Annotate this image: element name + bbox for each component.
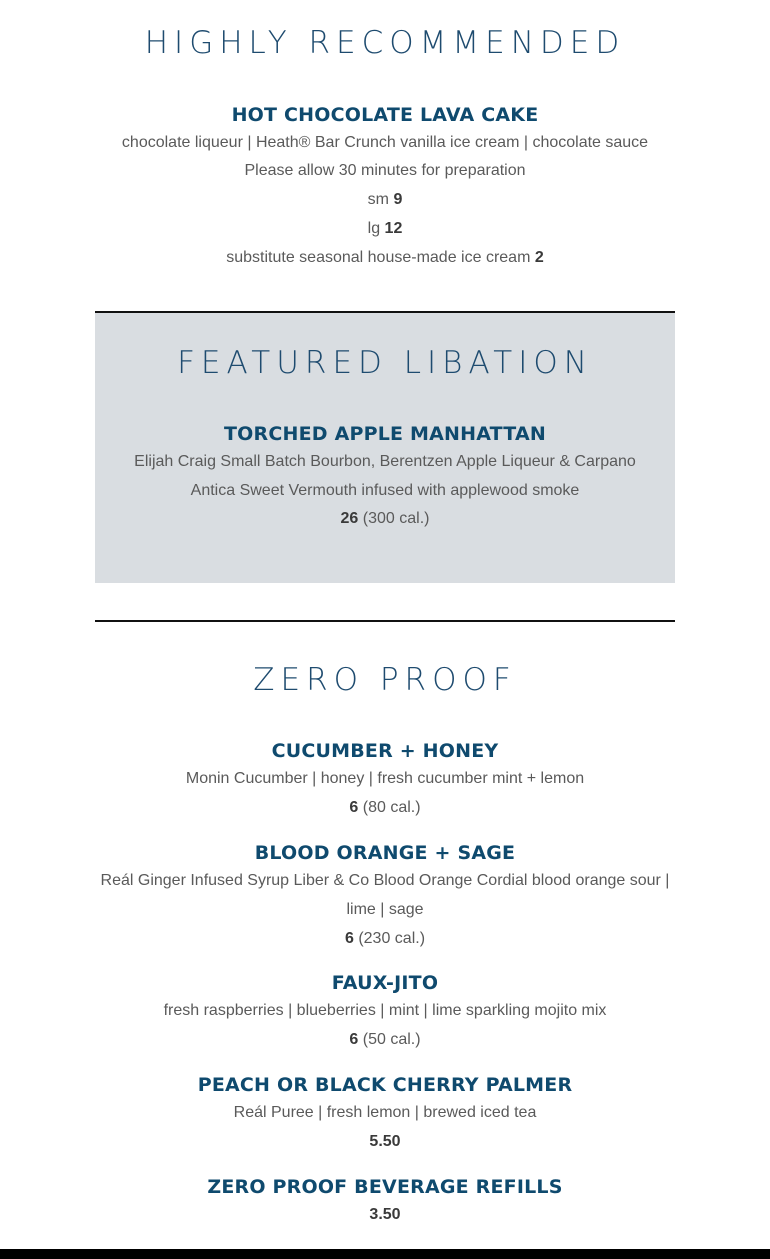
cucumber-honey-calories: (80 cal.) xyxy=(362,799,421,816)
size-small-price: 9 xyxy=(393,191,403,208)
size-large-price: 12 xyxy=(384,220,403,237)
lava-cake-small-price-line xyxy=(0,191,770,209)
featured-libation-title: FEATURED LIBATION xyxy=(177,345,593,381)
lava-cake-substitute-line xyxy=(0,249,770,267)
manhattan-description-line2: Antica Sweet Vermouth infused with applewood smoke xyxy=(190,482,580,499)
cucumber-honey-name: CUCUMBER + HONEY xyxy=(271,740,499,762)
divider-bottom xyxy=(95,620,675,622)
size-large-label: lg xyxy=(367,220,381,237)
bottom-bar xyxy=(0,1249,770,1259)
faux-jito-price: 6 xyxy=(349,1031,359,1048)
cucumber-honey-price-line xyxy=(0,799,770,817)
blood-orange-sage-description-line2: lime | sage xyxy=(346,901,424,918)
refills-price: 3.50 xyxy=(369,1206,401,1223)
blood-orange-sage-price: 6 xyxy=(344,930,354,947)
cucumber-honey-price: 6 xyxy=(349,799,359,816)
blood-orange-sage-calories: (230 cal.) xyxy=(358,930,426,947)
manhattan-price: 26 xyxy=(340,510,359,527)
manhattan-name: TORCHED APPLE MANHATTAN xyxy=(224,423,546,445)
palmer-price: 5.50 xyxy=(369,1133,401,1150)
substitute-label: substitute seasonal house-made ice cream xyxy=(226,249,531,266)
lava-cake-description: chocolate liqueur | Heath® Bar Crunch vanilla ice cream | chocolate sauce xyxy=(121,134,649,151)
manhattan-price-line xyxy=(0,510,770,528)
blood-orange-sage-price-line xyxy=(0,930,770,948)
faux-jito-calories: (50 cal.) xyxy=(362,1031,421,1048)
highly-recommended-title: HIGHLY RECOMMENDED xyxy=(144,25,626,61)
lava-cake-note: Please allow 30 minutes for preparation xyxy=(244,162,526,179)
palmer-description: Reál Puree | fresh lemon | brewed iced tea xyxy=(233,1104,537,1121)
cucumber-honey-description: Monin Cucumber | honey | fresh cucumber mint + lemon xyxy=(185,770,585,787)
lava-cake-large-price-line xyxy=(0,220,770,238)
manhattan-calories: (300 cal.) xyxy=(362,510,430,527)
faux-jito-description: fresh raspberries | blueberries | mint | lime sparkling mojito mix xyxy=(163,1002,607,1019)
size-small-label: sm xyxy=(367,191,389,208)
refills-name: ZERO PROOF BEVERAGE REFILLS xyxy=(207,1176,563,1198)
palmer-price-line xyxy=(0,1133,770,1151)
manhattan-description-line1: Elijah Craig Small Batch Bourbon, Berentzen Apple Liqueur & Carpano xyxy=(134,453,636,470)
faux-jito-name: FAUX-JITO xyxy=(331,972,439,994)
blood-orange-sage-name: BLOOD ORANGE + SAGE xyxy=(254,842,516,864)
palmer-name: PEACH OR BLACK CHERRY PALMER xyxy=(197,1074,573,1096)
faux-jito-price-line xyxy=(0,1031,770,1049)
zero-proof-title: ZERO PROOF xyxy=(253,662,517,698)
blood-orange-sage-description-line1: Reál Ginger Infused Syrup Liber & Co Blood Orange Cordial blood orange sour | xyxy=(100,872,670,889)
substitute-price: 2 xyxy=(534,249,544,266)
refills-price-line xyxy=(0,1206,770,1224)
lava-cake-name: HOT CHOCOLATE LAVA CAKE xyxy=(231,104,539,126)
